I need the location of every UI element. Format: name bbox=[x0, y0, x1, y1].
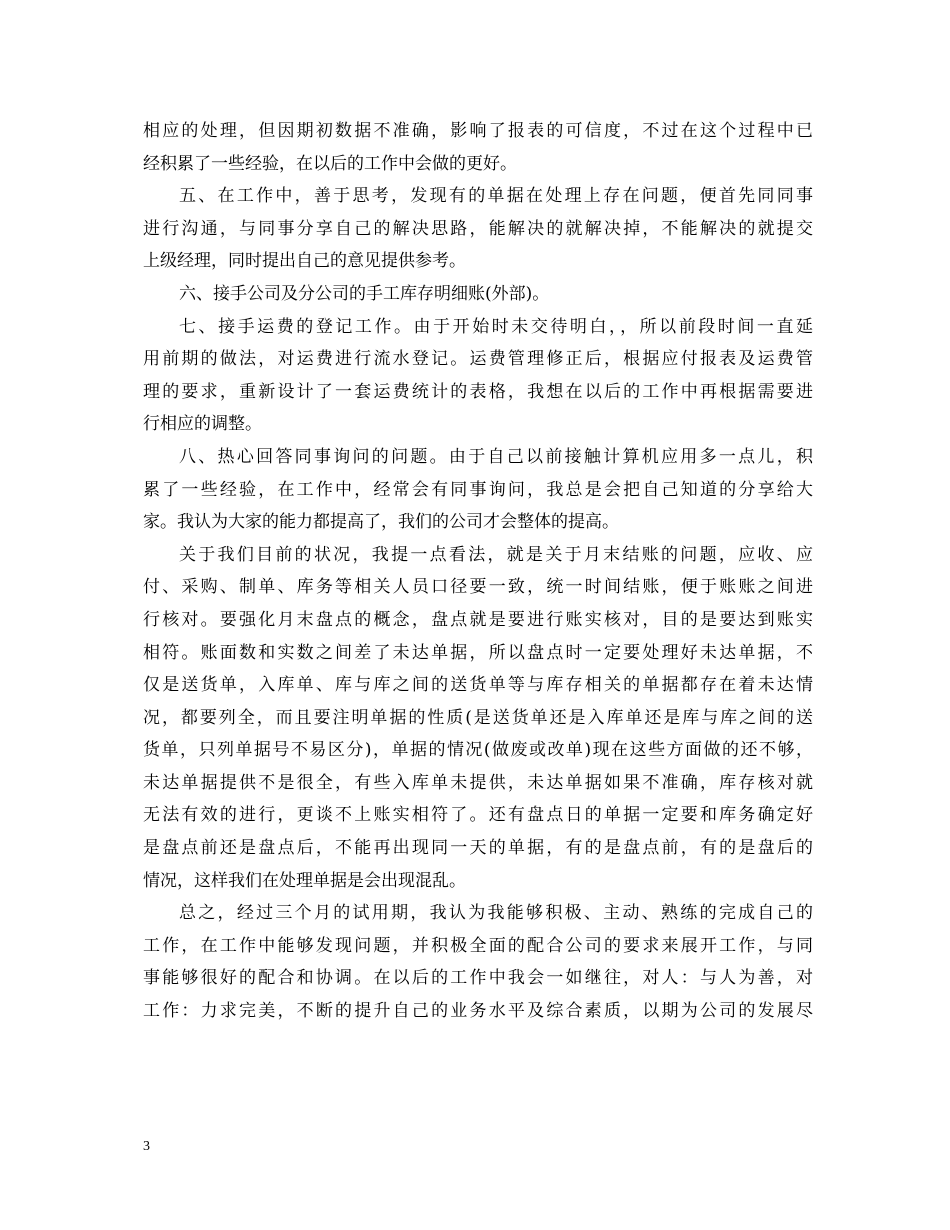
text-line: 理的要求，重新设计了一套运费统计的表格，我想在以后的工作中再根据需要进 bbox=[143, 381, 813, 402]
text-line: 工作，在工作中能够发现问题，并积极全面的配合公司的要求来展开工作，与同 bbox=[143, 935, 813, 956]
paragraph-start-line: 总之，经过三个月的试用期，我认为我能够积极、主动、熟练的完成自己的 bbox=[179, 903, 813, 924]
paragraph-start-line: 五、在工作中，善于思考，发现有的单据在处理上存在问题，便首先同同事 bbox=[179, 186, 813, 207]
text-line: 工作：力求完美，不断的提升自己的业务水平及综合素质，以期为公司的发展尽 bbox=[143, 1001, 813, 1022]
text-line: 付、采购、制单、库务等相关人员口径要一致，统一时间结账，便于账账之间进 bbox=[143, 577, 813, 598]
text-line: 事能够很好的配合和协调。在以后的工作中我会一如继往，对人：与人为善，对 bbox=[143, 968, 813, 989]
text-line: 上级经理，同时提出自己的意见提供参考。 bbox=[143, 251, 466, 272]
text-line: 行核对。要强化月末盘点的概念，盘点就是要进行账实核对，目的是要达到账实 bbox=[143, 609, 813, 630]
paragraph-start-line: 六、接手公司及分公司的手工库存明细账(外部)。 bbox=[179, 283, 550, 304]
text-line: 家。我认为大家的能力都提高了，我们的公司才会整体的提高。 bbox=[143, 512, 619, 533]
text-line: 无法有效的进行，更谈不上账实相符了。还有盘点日的单据一定要和库务确定好 bbox=[143, 805, 813, 826]
text-line: 相应的处理，但因期初数据不准确，影响了报表的可信度，不过在这个过程中已 bbox=[143, 121, 813, 141]
paragraph-start-line: 七、接手运费的登记工作。由于开始时未交待明白，，所以前段时间一直延 bbox=[179, 316, 813, 337]
body-text bbox=[143, 115, 813, 1028]
text-line: 累了一些经验，在工作中，经常会有同事询问，我总是会把自己知道的分享给大 bbox=[143, 479, 813, 500]
text-line: 相符。账面数和实数之间差了未达单据，所以盘点时一定要处理好未达单据，不 bbox=[143, 642, 813, 663]
page-number: 3 bbox=[143, 1139, 150, 1154]
text-line: 经积累了一些经验，在以后的工作中会做的更好。 bbox=[143, 153, 517, 174]
text-line: 是盘点前还是盘点后，不能再出现同一天的单据，有的是盘点前，有的是盘后的 bbox=[143, 838, 813, 859]
text-line: 况，都要列全，而且要注明单据的性质(是送货单还是入库单还是库与库之间的送 bbox=[143, 707, 813, 728]
text-line: 仅是送货单，入库单、库与库之间的送货单等与库存相关的单据都存在着未达情 bbox=[143, 675, 813, 696]
text-line: 未达单据提供不是很全，有些入库单未提供，未达单据如果不准确，库存核对就 bbox=[143, 772, 813, 793]
paragraph-start-line: 八、热心回答同事询问的问题。由于自己以前接触计算机应用多一点儿，积 bbox=[179, 446, 813, 467]
text-line: 情况，这样我们在处理单据是会出现混乱。 bbox=[143, 870, 466, 891]
text-line: 用前期的做法，对运费进行流水登记。运费管理修正后，根据应付报表及运费管 bbox=[143, 349, 813, 370]
paragraph-start-line: 关于我们目前的状况，我提一点看法，就是关于月末结账的问题，应收、应 bbox=[179, 544, 813, 565]
text-line: 货单，只列单据号不易区分)，单据的情况(做废或改单)现在这些方面做的还不够， bbox=[143, 740, 813, 761]
text-line: 进行沟通，与同事分享自己的解决思路，能解决的就解决掉，不能解决的就提交 bbox=[143, 218, 813, 239]
text-line: 行相应的调整。 bbox=[143, 414, 262, 435]
